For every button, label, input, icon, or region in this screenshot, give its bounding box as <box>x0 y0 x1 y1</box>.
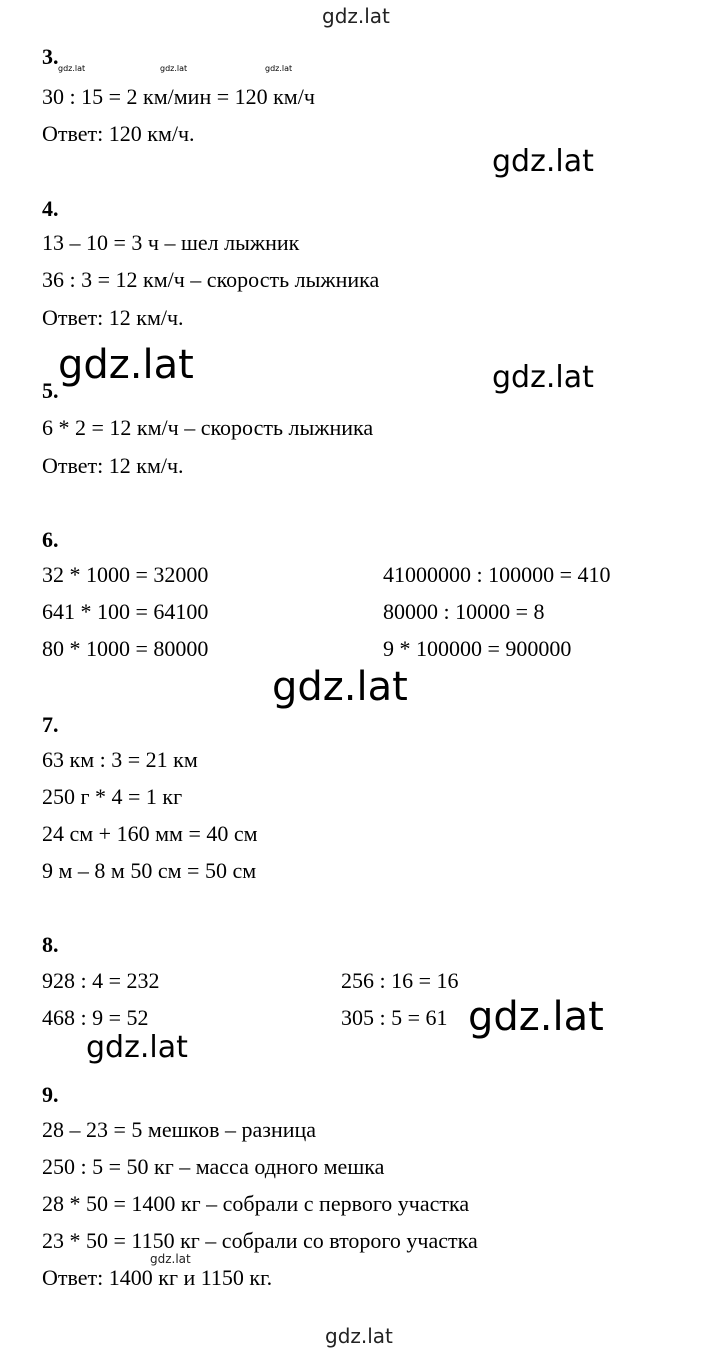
task-9-line: 28 – 23 = 5 мешков – разница <box>42 1117 317 1142</box>
task-3-line: 30 : 15 = 2 км/мин = 120 км/ч <box>42 84 315 109</box>
task-6-right-line: 41000000 : 100000 = 410 <box>383 562 611 587</box>
task-9-line: 23 * 50 = 1150 кг – собрали со второго участка <box>42 1228 478 1253</box>
task-3-answer: Ответ: 120 км/ч. <box>42 121 195 146</box>
watermark-large: gdz.lat <box>468 994 604 1040</box>
task-4-line: 13 – 10 = 3 ч – шел лыжник <box>42 230 300 255</box>
task-6-number: 6. <box>42 527 59 552</box>
task-8-number: 8. <box>42 932 59 957</box>
watermark-small: gdz.lat <box>265 64 293 73</box>
watermark-small: gdz.lat <box>58 64 86 73</box>
watermark-small: gdz.lat <box>160 64 188 73</box>
watermark-large: gdz.lat <box>86 1030 188 1065</box>
task-9-line: 28 * 50 = 1400 кг – собрали с первого участка <box>42 1191 470 1216</box>
task-7-line: 250 г * 4 = 1 кг <box>42 784 183 809</box>
task-3-number: 3. <box>42 44 59 69</box>
task-8-left-line: 928 : 4 = 232 <box>42 968 160 993</box>
task-9-line: 250 : 5 = 50 кг – масса одного мешка <box>42 1154 385 1179</box>
task-6-right-line: 9 * 100000 = 900000 <box>383 636 572 661</box>
task-7-line: 63 км : 3 = 21 км <box>42 747 198 772</box>
task-4-answer: Ответ: 12 км/ч. <box>42 305 184 330</box>
watermark-top: gdz.lat <box>322 4 390 28</box>
task-4-line: 36 : 3 = 12 км/ч – скорость лыжника <box>42 267 380 292</box>
task-7-number: 7. <box>42 712 59 737</box>
task-4-number: 4. <box>42 196 59 221</box>
task-8-left-line: 468 : 9 = 52 <box>42 1005 149 1030</box>
task-5-line: 6 * 2 = 12 км/ч – скорость лыжника <box>42 415 374 440</box>
task-6-left-line: 641 * 100 = 64100 <box>42 599 209 624</box>
task-5-answer: Ответ: 12 км/ч. <box>42 453 184 478</box>
task-5-number: 5. <box>42 378 59 403</box>
task-9-number: 9. <box>42 1082 59 1107</box>
task-8-right-line: 305 : 5 = 61 <box>341 1005 448 1030</box>
watermark-large: gdz.lat <box>492 144 594 179</box>
task-8-right-line: 256 : 16 = 16 <box>341 968 459 993</box>
task-7-line: 24 см + 160 мм = 40 см <box>42 821 258 846</box>
task-7-line: 9 м – 8 м 50 см = 50 см <box>42 858 257 883</box>
watermark-small: gdz.lat <box>150 1252 191 1266</box>
task-6-left-line: 32 * 1000 = 32000 <box>42 562 209 587</box>
watermark-bottom: gdz.lat <box>325 1324 393 1348</box>
watermark-large: gdz.lat <box>272 664 408 710</box>
watermark-large: gdz.lat <box>492 360 594 395</box>
task-9-answer: Ответ: 1400 кг и 1150 кг. <box>42 1265 273 1290</box>
watermark-large: gdz.lat <box>58 342 194 388</box>
task-6-left-line: 80 * 1000 = 80000 <box>42 636 209 661</box>
task-6-right-line: 80000 : 10000 = 8 <box>383 599 545 624</box>
